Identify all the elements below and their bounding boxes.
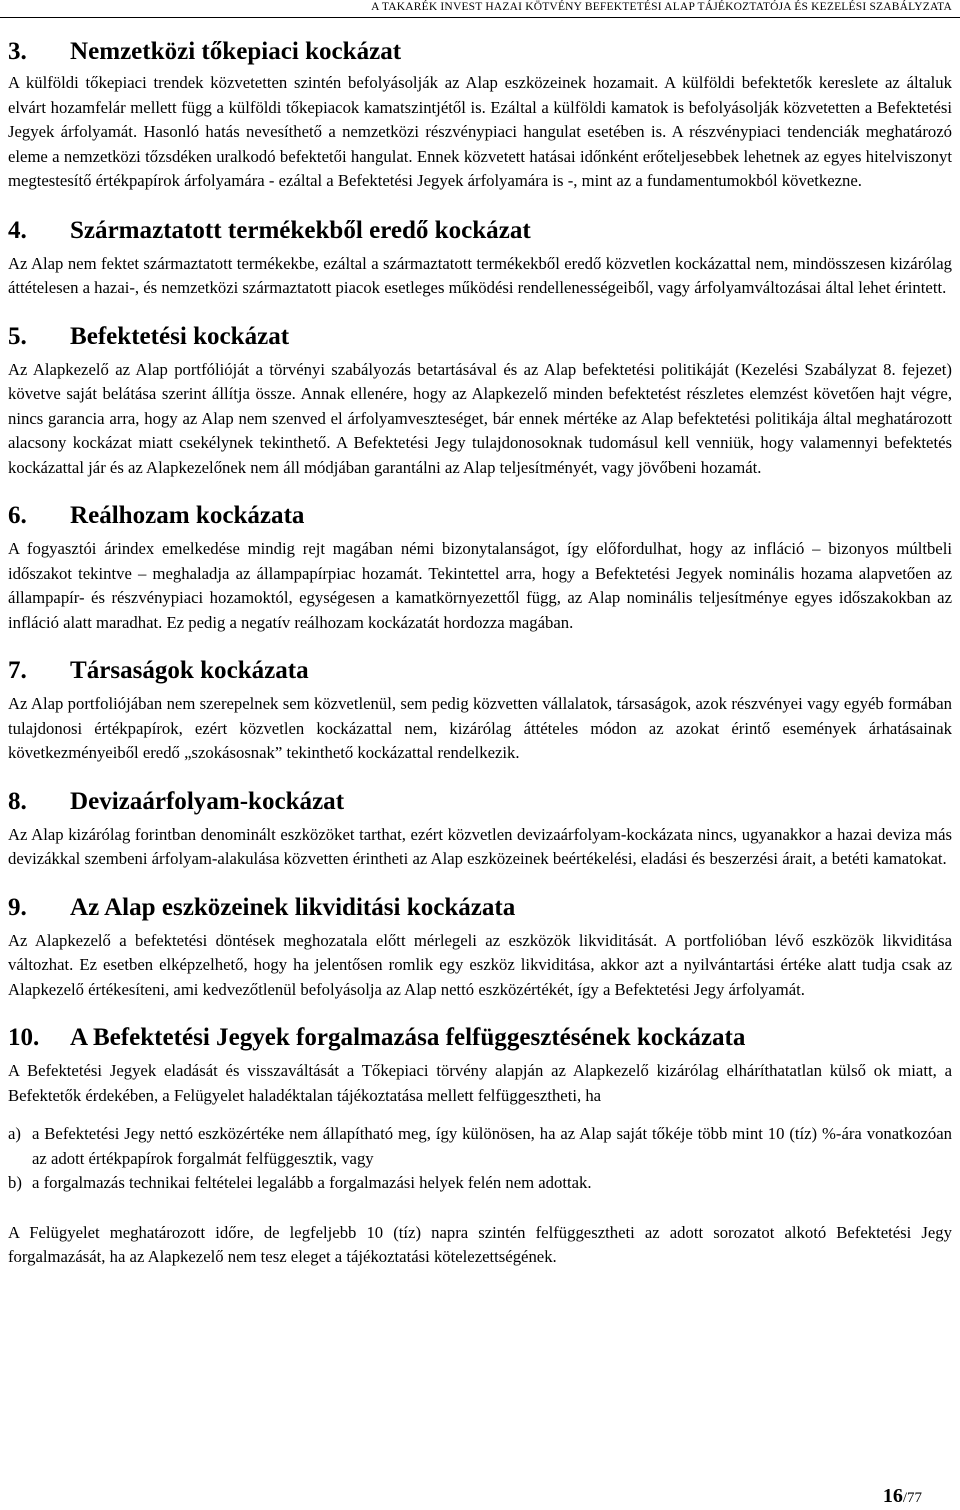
page-number bbox=[883, 1485, 922, 1508]
section-8 bbox=[8, 787, 952, 872]
section-paragraph: A Befektetési Jegyek eladását és visszaváltását a Tőkepiaci törvény alapján az Alapkezelő kizárólag elháríthatatlan külső ok miatt, a Befektetők érdekében, a Felügyelet haladéktalan tájékoztatása mellett felfüggesztheti, ha bbox=[8, 1061, 952, 1105]
section-heading bbox=[8, 40, 952, 64]
list-item-text: a Befektetési Jegy nettó eszközértéke nem állapítható meg, így különösen, ha az Alap saját tőkéje több mint 10 (tíz) %-ára vonatkozóan az adott értékpapírok forgalmát felfüggesztik, vagy bbox=[32, 1124, 952, 1168]
section-number: 9. bbox=[8, 893, 27, 921]
section-title: A Befektetési Jegyek forgalmazása felfüggesztésének kockázata bbox=[70, 1024, 746, 1051]
section-title: Befektetési kockázat bbox=[70, 322, 290, 350]
list-item bbox=[8, 1122, 952, 1171]
condition-list bbox=[8, 1122, 952, 1196]
section-6 bbox=[8, 504, 952, 635]
section-title: Az Alap eszközeinek likviditási kockázata bbox=[70, 893, 516, 921]
section-title: Nemzetközi tőkepiaci kockázat bbox=[70, 38, 402, 65]
section-9 bbox=[8, 893, 952, 1003]
section-title: Származtatott termékekből eredő kockázat bbox=[70, 216, 531, 244]
section-heading bbox=[8, 893, 952, 921]
section-number: 4. bbox=[8, 216, 27, 244]
page-current: 16 bbox=[882, 1485, 903, 1507]
section-number: 5. bbox=[8, 322, 27, 350]
list-marker: a) bbox=[8, 1124, 21, 1143]
section-heading bbox=[8, 322, 952, 350]
section-heading bbox=[8, 659, 952, 683]
section-paragraph: Az Alapkezelő a befektetési döntések meghozatala előtt mérlegeli az eszközök likviditását. A portfolióban lévő eszközök likviditása változhat. Ez esetben elképzelhető, hogy ha jelentősen romlik egy eszköz likviditása, akkor azt a nyilvántartási értéke alatt tudja csak az Alapkezelő értékesíteni, ami kedvezőtlenül befolyásolja az Alap nettó eszközértékét, így a Befektetési Jegy árfolyamát. bbox=[8, 930, 952, 999]
section-heading bbox=[8, 1026, 952, 1050]
section-10 bbox=[8, 1026, 952, 1270]
section-paragraph: Az Alapkezelő az Alap portfólióját a törvényi szabályozás betartásával és az Alap befektetési politikáját (Kezelési Szabályzat 8. fejezet) követve saját belátása szerint állítja össze. Annak ellenére, hogy az Alapkezelő minden befektetést részletes elemzést követően hajt végre, nincs garancia arra, hogy az Alap nem szenved el árfolyamveszteséget, bár ennek mértéke az Alap befektetési politikája által meghatározott alacsony kockázat miatt csekélynek tekinthető. A Befektetési Jegy tulajdonosoknak tudomásul kell venniük, hogy valamennyi befektetés kockázattal jár és az Alapkezelőnek nem áll módjában garantálni az Alap teljesítményét, vagy jövőbeni hozamát. bbox=[8, 359, 952, 477]
section-number: 6. bbox=[8, 502, 27, 529]
section-closing-paragraph: A Felügyelet meghatározott időre, de legfeljebb 10 (tíz) napra szintén felfüggesztheti az adott sorozatot alkotó Befektetési Jegy forgalmazását, ha az Alapkezelő nem tesz eleget a tájékoztatási kötelezettségének. bbox=[8, 1222, 952, 1266]
section-number: 8. bbox=[8, 787, 27, 815]
document-body bbox=[8, 40, 952, 1270]
section-4 bbox=[8, 216, 952, 301]
section-paragraph: A külföldi tőkepiaci trendek közvetetten szintén befolyásolják az Alap eszközeinek hozamait. A külföldi befektetők kereslete az általuk elvárt hozamfelár mellett függ a külföldi tőkepiacok kamatszintjétől is. Ezáltal a külföldi kamatok is befolyásolják közvetetten a Befektetési Jegyek árfolyamát. Hasonló hatás nevesíthető a nemzetközi részvénypiaci hangulat esetében is. A részvénypiaci tendenciák meghatározó eleme a nemzetközi tőzsdéken uralkodó befektetői hangulat. Ennek közvetett hatásai időnként erőteljesebbek lehetnek az egyes hitelviszonyt megtestesítő értékpapírok árfolyamára - ezáltal a Befektetési Jegyek árfolyamára is -, mint az a fundamentumokból következne. bbox=[8, 73, 952, 190]
section-title: Társaságok kockázata bbox=[70, 657, 309, 684]
section-paragraph: Az Alap portfoliójában nem szerepelnek sem közvetlenül, sem pedig közvetten vállalatok, társaságok, azok részvényei vagy egyéb formában tulajdonosi értékpapírok, ezért közvetlen kockázattal nem, kizárólag áttételes módon az azokat érintő események árhatásainak következményeiből eredő „szokásosnak” tekinthető kockázattal rendelkezik. bbox=[8, 694, 952, 762]
section-5 bbox=[8, 322, 952, 481]
section-title: Devizaárfolyam-kockázat bbox=[70, 787, 345, 815]
list-marker: b) bbox=[8, 1173, 22, 1192]
list-item-text: a forgalmazás technikai feltételei legalább a forgalmazási helyek felén nem adottak. bbox=[32, 1173, 592, 1192]
section-number: 3. bbox=[8, 38, 27, 65]
section-3 bbox=[8, 40, 952, 194]
list-item bbox=[8, 1171, 952, 1196]
section-title: Reálhozam kockázata bbox=[70, 502, 305, 529]
section-number: 7. bbox=[8, 657, 27, 684]
section-paragraph: Az Alap kizárólag forintban denominált eszközöket tarthat, ezért közvetlen devizaárfolyam-kockázata nincs, ugyanakkor a hazai deviza más devizákkal szembeni árfolyam-alakulása közvetten érintheti az Alap eszközeinek beértékelési, eladási és beszerzési árait, a betéti kamatokat. bbox=[8, 824, 952, 868]
header-divider bbox=[0, 17, 960, 18]
running-header: A TAKARÉK INVEST HAZAI KÖTVÉNY BEFEKTETÉSI ALAP TÁJÉKOZTATÓJA ÉS KEZELÉSI SZABÁLYZATA bbox=[371, 1, 952, 13]
section-paragraph: A fogyasztói árindex emelkedése mindig rejt magában némi bizonytalanságot, így előfordulhat, hogy az infláció – bizonyos múltbeli időszakot tekintve – meghaladja az állampapírpiac hozamát. Tekintettel arra, hogy a Befektetési Jegyek nominális hozama alapvetően az állampapír- és részvénypiaci hozamoktól, egységesen a kamatkörnyezettől függ, az Alap nominális teljesítménye egyes időszakokban az infláció alatt maradhat. Ez pedig a negatív reálhozam kockázatát hordozza magában. bbox=[8, 539, 952, 632]
section-heading bbox=[8, 787, 952, 815]
page-total: /77 bbox=[902, 1490, 922, 1506]
section-7 bbox=[8, 659, 952, 766]
section-heading bbox=[8, 504, 952, 528]
section-heading bbox=[8, 216, 952, 244]
section-paragraph: Az Alap nem fektet származtatott termékekbe, ezáltal a származtatott termékekből eredő közvetlen kockázattal nem, mindösszesen kizárólag áttételesen a hazai-, és nemzetközi származtatott piacok esetleges működési rendellenességeiből, vagy árfolyamváltozásai által lehet érintett. bbox=[8, 253, 952, 297]
section-number: 10. bbox=[8, 1024, 40, 1051]
